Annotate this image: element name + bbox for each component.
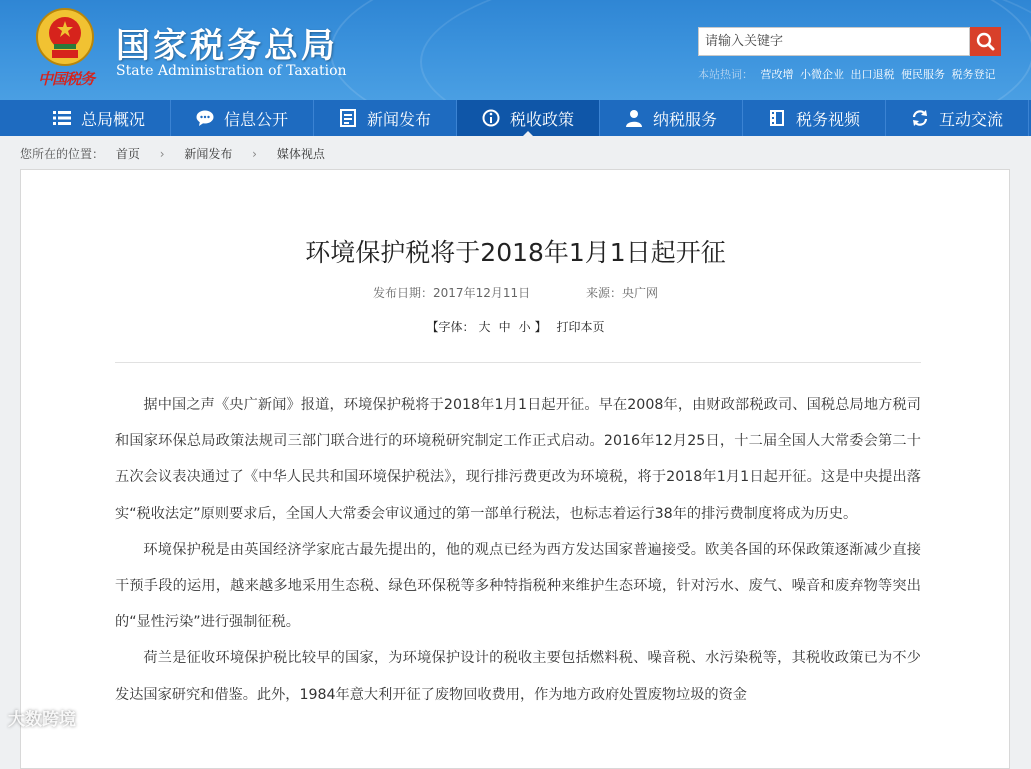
publish-date: 发布日期：2017年12月11日 (373, 286, 531, 300)
font-size-small[interactable]: 小 (518, 320, 531, 334)
nav-label: 新闻发布 (366, 109, 431, 129)
article-paragraph: 荷兰是征收环境保护税比较早的国家，为环境保护设计的税收主要包括燃料税、噪音税、水污染税等，其税收政策已为不少发达国家研究和借鉴。此外，1984年意大利开征了废物回收费用，作为地方政府处置废物垃圾的资金 (115, 650, 921, 703)
nav-spacer (0, 100, 28, 136)
article-body (115, 387, 921, 713)
nav-item-tax-service[interactable] (600, 100, 743, 136)
font-size-controls (0, 318, 1031, 335)
breadcrumb (20, 145, 325, 162)
list-icon (53, 109, 71, 127)
search-input[interactable]: 请输入关键字 (698, 27, 970, 56)
nav-label: 纳税服务 (652, 109, 717, 129)
slogan-logo: 中国税务 (38, 70, 95, 88)
font-size-large[interactable]: 大 (478, 320, 491, 334)
chevron-right-icon: › (252, 147, 257, 161)
speech-bubble-icon (196, 109, 214, 127)
nav-item-news[interactable] (314, 100, 457, 136)
hot-word-link[interactable]: 便民服务 (901, 68, 945, 81)
info-icon (482, 109, 500, 127)
divider (115, 362, 921, 363)
nav-item-overview[interactable] (28, 100, 171, 136)
refresh-icon (911, 109, 929, 127)
video-icon (768, 109, 786, 127)
breadcrumb-link-news[interactable]: 新闻发布 (184, 147, 233, 161)
article-paragraph: 据中国之声《央广新闻》报道，环境保护税将于2018年1月1日起开征。早在2008年，由财政部税政司、国税总局地方税司和国家环保总局政策法规司三部门联合进行的环境税研究制定工作正式启动。2016年12月25日，十二届全国人大常委会第二十五次会议表决通过了《中华人民共和国环境保护税法》，现行排污费更改为环境税，将于2018年1月1日起开征。这是中央提出落实“税收法定”原则要求后，全国人大常委会审议通过的第一部单行税法，也标志着运行38年的排污费制度将成为历史。 (115, 397, 921, 522)
nav-label: 信息公开 (223, 109, 288, 129)
article-title: 环境保护税将于2018年1月1日起开征 (305, 238, 726, 267)
article-paragraph: 环境保护税是由英国经济学家庇古最先提出的，他的观点已经为西方发达国家普遍接受。欧美各国的环保政策逐渐减少直接干预手段的运用，越来越多地采用生态税、绿色环保税等多种特指税种来维护生态环境，针对污水、废气、噪音和废弃物等突出的“显性污染”进行强制征税。 (115, 541, 921, 631)
breadcrumb-link-home[interactable]: 首页 (115, 147, 140, 161)
nav-item-info-disclosure[interactable] (171, 100, 314, 136)
article-source: 来源：央广网 (585, 286, 658, 300)
nav-label: 互动交流 (938, 109, 1003, 129)
hot-word-link[interactable]: 税务登记 (951, 68, 996, 81)
font-size-label: 【字体： (426, 320, 475, 334)
search-button[interactable] (970, 27, 1001, 56)
nav-item-interaction[interactable] (886, 100, 1029, 136)
nav-item-tax-video[interactable] (743, 100, 886, 136)
hot-words-label: 本站热词： (698, 68, 753, 81)
site-header (0, 0, 1031, 100)
search-icon (970, 27, 1001, 56)
watermark: 大数跨境 (8, 710, 76, 730)
hot-word-link[interactable]: 营改增 (760, 68, 794, 81)
nav-label: 税务视频 (795, 109, 860, 129)
hot-words (698, 66, 999, 82)
nav-label: 总局概况 (80, 109, 145, 129)
main-nav (0, 100, 1031, 136)
font-size-label-close: 】 (534, 320, 547, 334)
breadcrumb-prefix: 您所在的位置： (20, 147, 105, 161)
chevron-right-icon: › (159, 147, 165, 161)
nav-label: 税收政策 (509, 109, 574, 129)
document-icon (339, 109, 357, 127)
breadcrumb-link-media[interactable]: 媒体视点 (276, 147, 325, 161)
font-size-medium[interactable]: 中 (498, 320, 511, 334)
article-meta (0, 284, 1031, 301)
print-link[interactable]: 打印本页 (556, 320, 605, 334)
site-title[interactable]: 国家税务总局 (116, 26, 338, 66)
tax-emblem-icon (34, 6, 96, 68)
hot-word-link[interactable]: 小微企业 (800, 68, 844, 81)
site-title-english: State Administration of Taxation (116, 63, 347, 79)
nav-item-tax-policy[interactable] (457, 100, 600, 136)
user-icon (625, 109, 643, 127)
hot-word-link[interactable]: 出口退税 (850, 68, 895, 81)
